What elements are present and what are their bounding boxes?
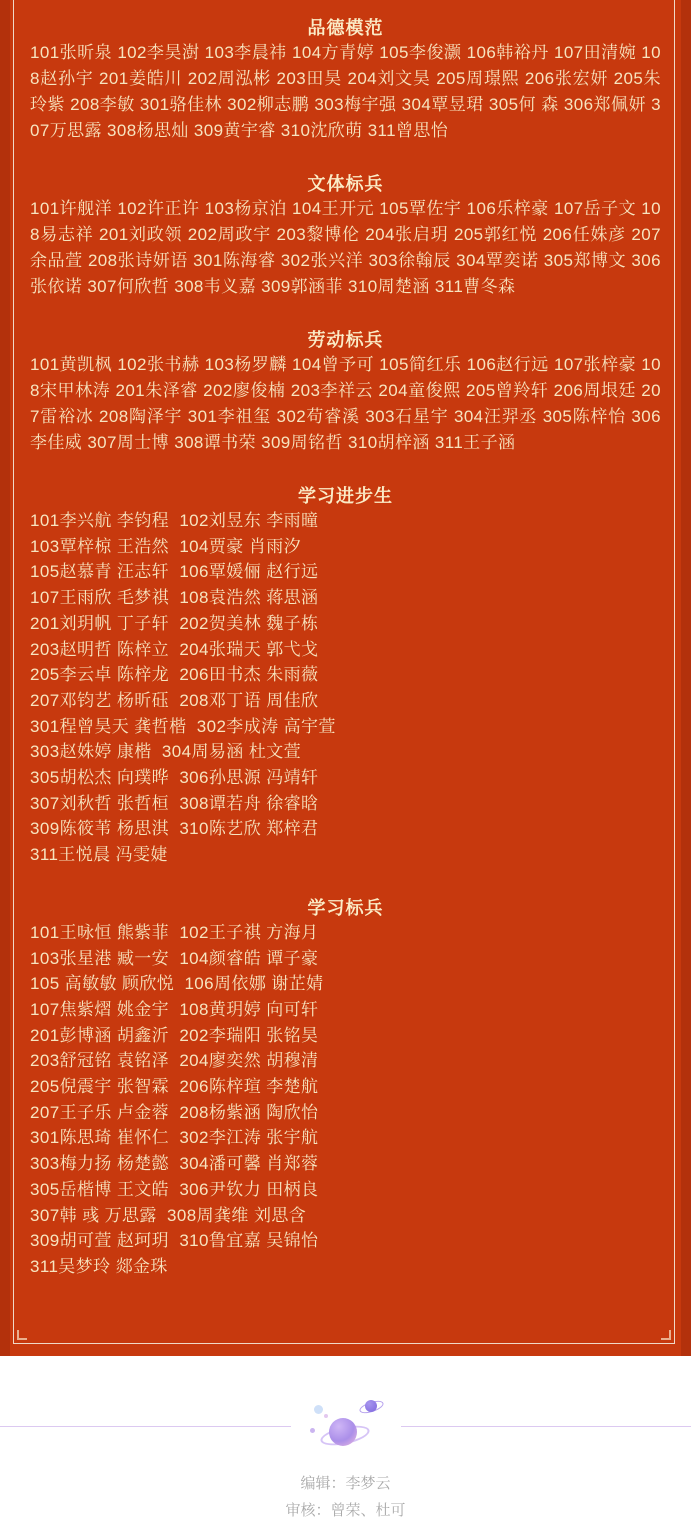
name-list-lines [30, 508, 661, 868]
name-line: 103张星港 臧一安 104颜睿皓 谭子豪 [30, 948, 319, 968]
name-line: 107王雨欣 毛梦祺 108袁浩然 蒋思涵 [30, 588, 319, 608]
name-line: 311王悦晨 冯雯婕 [30, 845, 168, 865]
name-line: 105赵慕青 汪志轩 106覃媛俪 赵行远 [30, 562, 319, 582]
planet-dot-icon [314, 1405, 323, 1414]
name-line: 105 高敏敏 顾欣悦 106周依娜 谢芷婧 [30, 974, 324, 994]
name-line: 301陈思琦 崔怀仁 302李江涛 张宇航 [30, 1128, 319, 1148]
name-list-lines [30, 920, 661, 1280]
name-list-paragraph: 101张昕泉 102李昊澍 103李晨祎 104方青婷 105李俊灏 106韩裕丹 107田清婉 108赵孙宇 201姜皓川 202周泓彬 203田昊 204刘文昊 205周璟熙 206张宏妍 205朱玲紫 208李敏 301骆佳林 302柳志鹏 303梅宇强 304覃昱珺 305何 森 306郑佩妍 307万思露 308杨思灿 309黄宇睿 310沈欣萌 311曾思怡 [30, 43, 661, 140]
name-line: 207王子乐 卢金蓉 208杨紫涵 陶欣怡 [30, 1102, 319, 1122]
frame-corner-bottom-right [661, 1330, 671, 1340]
name-line: 303梅力扬 杨楚懿 304潘可馨 肖郑蓉 [30, 1154, 319, 1174]
name-line: 101王咏恒 熊紫菲 102王子祺 方海月 [30, 922, 319, 942]
small-planet-icon [365, 1400, 377, 1412]
name-line: 205倪震宇 张智霖 206陈梓瑄 李楚航 [30, 1077, 319, 1097]
section-study-pacesetter [30, 896, 661, 1280]
name-line: 303赵姝婷 康楷 304周易涵 杜文萱 [30, 742, 302, 762]
name-line: 309陈筱苇 杨思淇 310陈艺欣 郑梓君 [30, 819, 319, 839]
section-title: 劳动标兵 [307, 330, 384, 350]
section-title: 品德模范 [307, 18, 384, 38]
large-planet-icon [329, 1418, 357, 1446]
name-line: 203舒冠铭 袁铭泽 204廖奕然 胡穆清 [30, 1051, 319, 1071]
name-line: 309胡可萱 赵珂玥 310鲁宜嘉 吴锦怡 [30, 1231, 319, 1251]
section-labor-pacesetter [30, 328, 661, 456]
name-line: 101李兴航 李钧程 102刘昱东 李雨曈 [30, 511, 319, 530]
name-list-paragraph: 101黄凯枫 102张书赫 103杨罗麟 104曾予可 105简红乐 106赵行远 107张梓豪 108宋甲林涛 201朱泽睿 202廖俊楠 203李祥云 204童俊熙 205曾羚轩 206周垠廷 207雷裕冰 208陶泽宇 301李祖玺 302苟睿溪 303石星宇 304汪羿丞 305陈梓怡 306李佳威 307周士博 308谭书荣 309周铭哲 310胡梓涵 311王子涵 [30, 355, 661, 452]
section-title: 学习进步生 [298, 486, 393, 506]
name-line: 107焦紫熠 姚金宇 108黄玥婷 向可轩 [30, 999, 319, 1019]
name-line: 307刘秋哲 张哲桓 308谭若舟 徐睿晗 [30, 793, 319, 813]
section-moral-model [30, 16, 661, 144]
name-line: 311吴梦玲 郯金珠 [30, 1256, 168, 1276]
name-line: 103覃梓椋 王浩然 104贾豪 肖雨汐 [30, 536, 302, 556]
section-title: 学习标兵 [307, 897, 384, 918]
name-line: 301程曾昊天 龚哲楷 302李成涛 高宇萱 [30, 716, 336, 736]
name-line: 203赵明哲 陈梓立 204张瑞天 郭弋戈 [30, 639, 319, 659]
footer-divider [0, 1394, 691, 1458]
planet-dot-icon [310, 1428, 315, 1433]
section-arts-sports-pacesetter [30, 172, 661, 300]
name-line: 307韩 彧 万思露 308周龚维 刘思含 [30, 1205, 307, 1225]
name-line: 305胡松杰 向璞晔 306孙思源 冯靖轩 [30, 768, 319, 788]
editor-credit: 编辑：李梦云 [300, 1475, 391, 1492]
name-line: 205李云卓 陈梓龙 206田书杰 朱雨薇 [30, 665, 319, 685]
name-line: 305岳楷博 王文皓 306尹钦力 田柄良 [30, 1179, 319, 1199]
section-title: 文体标兵 [307, 174, 384, 194]
planet-dot-icon [324, 1414, 328, 1418]
name-line: 201彭博涵 胡鑫沂 202李瑞阳 张铭昊 [30, 1025, 319, 1045]
name-line: 207邓钧艺 杨昕砡 208邓丁语 周佳欣 [30, 690, 319, 710]
article-footer [0, 1394, 691, 1524]
name-line: 201刘玥帆 丁子轩 202贺美林 魏子栋 [30, 613, 319, 633]
planets-icon [291, 1394, 401, 1458]
credits-block [0, 1470, 691, 1524]
name-list-paragraph: 101许舰洋 102许正许 103杨京泊 104王开元 105覃佐宇 106乐梓豪 107岳子文 108易志祥 201刘政领 202周政宇 203黎博伦 204张启玥 205郭红悦 206任姝彦 207余品萱 208张诗妍语 301陈海睿 302张兴洋 303徐翰辰 304覃奕诺 305郑博文 306张依诺 307何欣哲 308韦义嘉 309郭涵菲 310周楚涵 311曹冬森 [30, 199, 661, 296]
reviewer-credit: 审核：曾荣、杜可 [285, 1502, 406, 1519]
section-study-progress [30, 484, 661, 868]
frame-corner-bottom-left [17, 1330, 27, 1340]
